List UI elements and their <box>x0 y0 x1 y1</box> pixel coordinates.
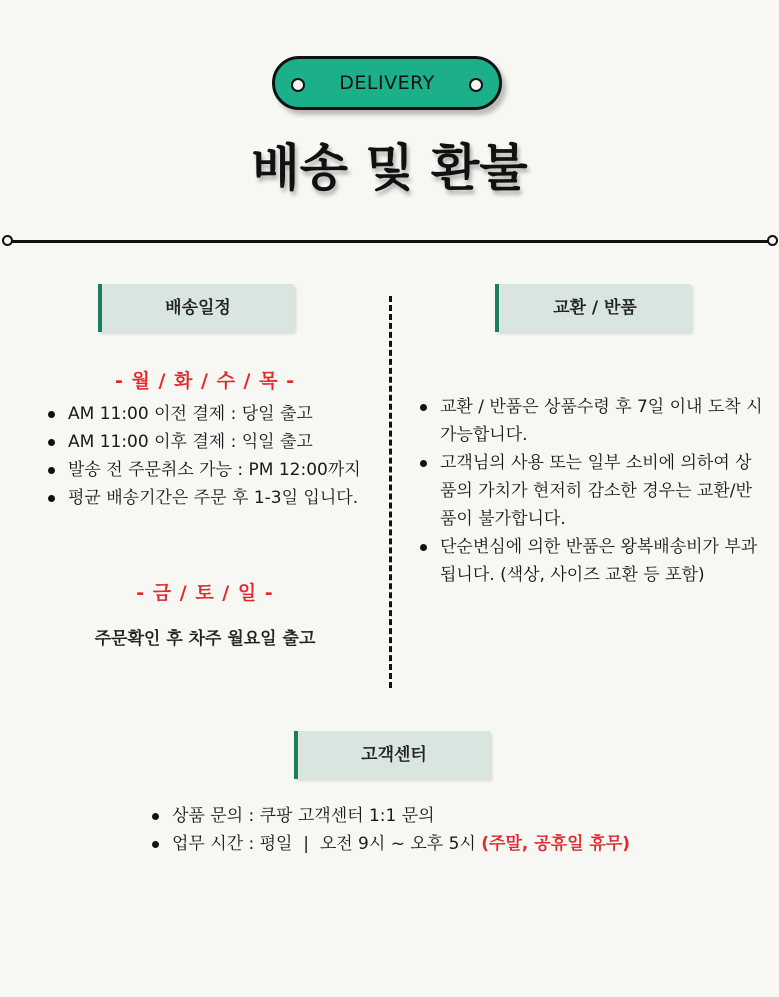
badge-right-dot <box>469 78 483 92</box>
badge-label: DELIVERY <box>339 72 435 94</box>
list-item: 평균 배송기간은 주문 후 1-3일 입니다. <box>46 484 364 512</box>
weekdays-label: - 월 / 화 / 수 / 목 - <box>115 370 295 392</box>
exchange-policy-list <box>418 393 766 589</box>
weekend-shipping-text: 주문확인 후 차주 월요일 출고 <box>94 629 316 649</box>
list-item: 고객님의 사용 또는 일부 소비에 의하여 상품의 가치가 현저히 감소한 경우는 교환/반품이 불가합니다. <box>418 449 766 533</box>
list-item: AM 11:00 이전 결제 : 당일 출고 <box>46 400 364 428</box>
exchange-heading: 교환 / 반품 <box>495 284 691 332</box>
list-item: AM 11:00 이후 결제 : 익일 출고 <box>46 428 364 456</box>
column-separator <box>389 296 392 688</box>
page-title: 배송 및 환불 <box>251 139 528 197</box>
support-heading: 고객센터 <box>294 731 490 779</box>
delivery-badge <box>272 56 502 110</box>
divider-left-dot <box>2 235 13 246</box>
list-item: 단순변심에 의한 반품은 왕복배송비가 부과됩니다. (색상, 사이즈 교환 등 포함) <box>418 533 766 589</box>
business-hours: 업무 시간 : 평일 | 오전 9시 ~ 오후 5시 <box>172 834 482 854</box>
list-item: 교환 / 반품은 상품수령 후 7일 이내 도착 시 가능합니다. <box>418 393 766 449</box>
weekday-schedule-list <box>46 400 364 512</box>
schedule-heading: 배송일정 <box>98 284 294 332</box>
support-info-list <box>150 802 710 858</box>
weekend-label: - 금 / 토 / 일 - <box>136 582 274 604</box>
list-item: 상품 문의 : 쿠팡 고객센터 1:1 문의 <box>150 802 710 830</box>
list-item: 발송 전 주문취소 가능 : PM 12:00까지 <box>46 456 364 484</box>
holiday-note: (주말, 공휴일 휴무) <box>481 834 631 854</box>
divider-right-dot <box>767 235 778 246</box>
header-divider <box>8 240 771 243</box>
list-item <box>150 830 710 858</box>
